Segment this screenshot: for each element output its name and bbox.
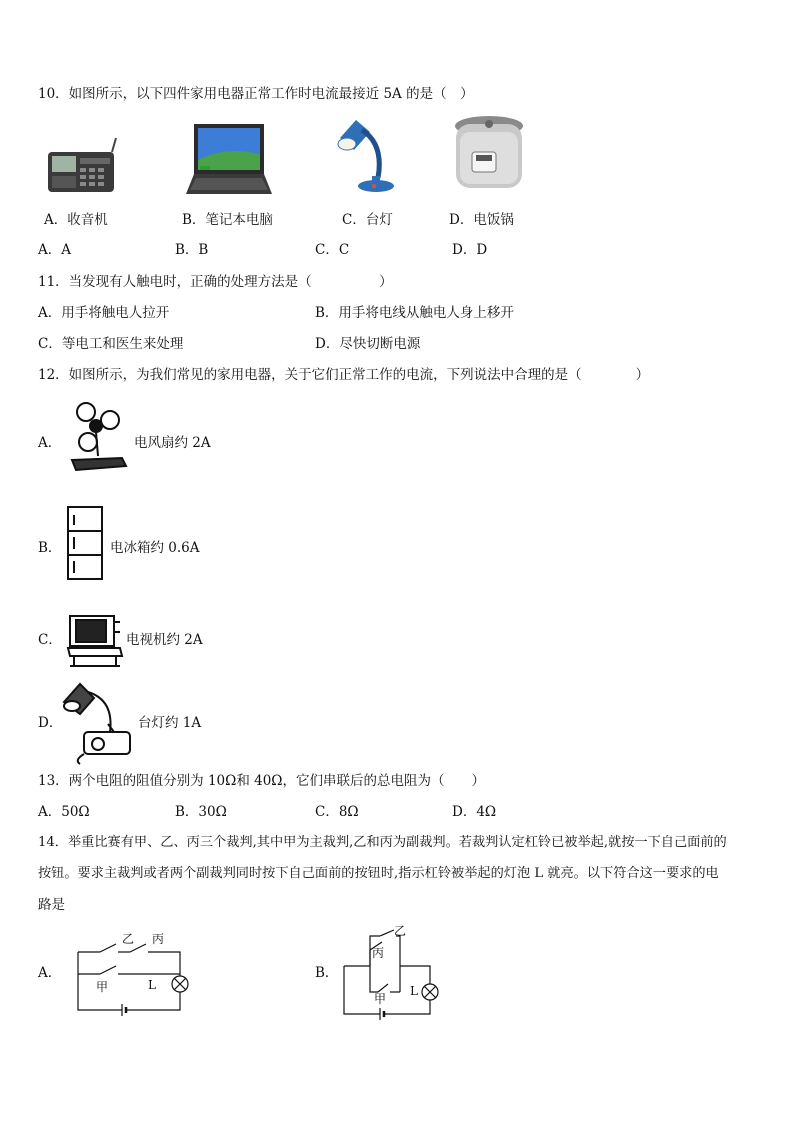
q13-option-a: A．50Ω	[38, 804, 90, 820]
q11-option-d: D．尽快切断电源	[315, 336, 421, 352]
table-lamp-image	[60, 680, 134, 764]
circuit-a-label-yi: 乙	[122, 932, 135, 946]
q12-letter-c: C．	[38, 632, 62, 648]
q12-text-a: 电风扇约 2A	[134, 435, 211, 451]
circuit-b-label-yi: 乙	[394, 924, 407, 938]
q13-option-b: B．30Ω	[175, 804, 227, 820]
q12-text-d: 台灯约 1A	[138, 715, 202, 731]
q12-letter-b: B．	[38, 540, 62, 556]
q12-text-c: 电视机约 2A	[126, 632, 203, 648]
q10-caption-b: B．笔记本电脑	[182, 212, 273, 228]
q12-letter-d: D．	[38, 715, 63, 731]
electric-fan-image	[66, 402, 130, 474]
q10-caption-c: C．台灯	[342, 212, 393, 228]
q10-option-d: D．D	[452, 242, 488, 258]
q13-stem: 13．两个电阻的阻值分别为 10Ω和 40Ω，它们串联后的总电阻为（ ）	[38, 773, 486, 789]
q10-option-b: B．B	[175, 242, 209, 258]
television-image	[66, 612, 124, 668]
circuit-diagram-b	[340, 922, 440, 1022]
q12-stem: 12．如图所示，为我们常见的家用电器，关于它们正常工作的电流，下列说法中合理的是（ ）	[38, 367, 650, 383]
q12-letter-a: A．	[38, 435, 62, 451]
q10-option-c: C．C	[315, 242, 350, 258]
refrigerator-image	[66, 505, 106, 581]
circuit-a-label-bing: 丙	[152, 932, 165, 946]
desk-lamp-image	[334, 116, 398, 196]
q14-line-3: 路是	[38, 897, 65, 913]
q10-caption-a: A．收音机	[44, 212, 108, 228]
q11-option-c: C．等电工和医生来处理	[38, 336, 184, 352]
circuit-a-label-lamp: L	[148, 978, 156, 992]
circuit-b-label-lamp: L	[410, 984, 418, 998]
q11-option-a: A．用手将触电人拉开	[38, 305, 170, 321]
q14-letter-a: A．	[38, 965, 62, 981]
q11-stem: 11．当发现有人触电时，正确的处理方法是（ ）	[38, 274, 393, 290]
q14-line-1: 14．举重比赛有甲、乙、丙三个裁判,其中甲为主裁判,乙和丙为副裁判。若裁判认定杠铃已被举起,就按一下自己面前的	[38, 835, 727, 850]
q12-text-b: 电冰箱约 0.6A	[110, 540, 200, 556]
q14-line-2: 按钮。要求主裁判或者两个副裁判同时按下自己面前的按钮时,指示杠铃被举起的灯泡 L 就亮。以下符合这一要求的电	[38, 866, 719, 881]
circuit-a-label-jia: 甲	[96, 980, 109, 994]
q11-option-b: B．用手将电线从触电人身上移开	[315, 305, 514, 321]
q10-stem: 10．如图所示，以下四件家用电器正常工作时电流最接近 5A 的是（ ）	[38, 86, 474, 102]
q13-option-c: C．8Ω	[315, 804, 359, 820]
q10-option-a: A．A	[38, 242, 71, 258]
q14-letter-b: B．	[315, 965, 339, 981]
rice-cooker-image	[450, 112, 528, 198]
circuit-b-label-bing: 丙	[372, 946, 385, 960]
q13-option-d: D．4Ω	[452, 804, 497, 820]
circuit-b-label-jia: 甲	[374, 992, 387, 1006]
radio-image	[46, 138, 116, 196]
laptop-image	[184, 122, 274, 198]
q10-caption-d: D．电饭锅	[449, 212, 514, 228]
